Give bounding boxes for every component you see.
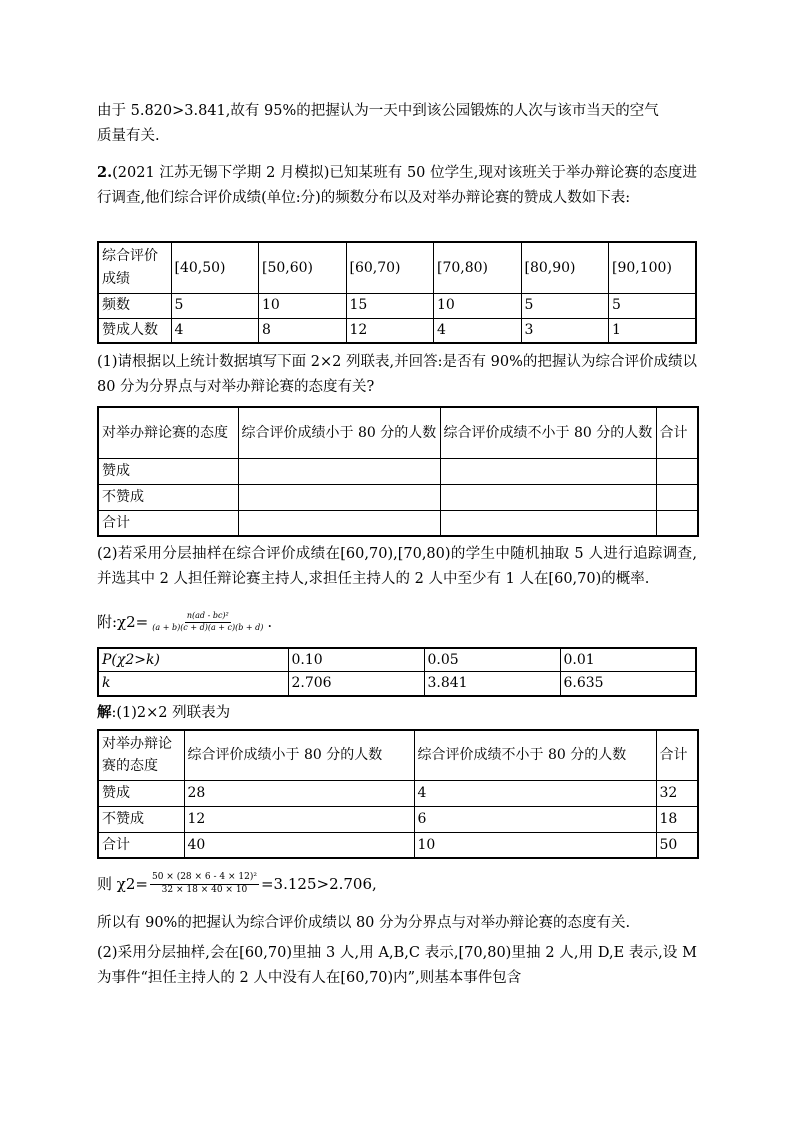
cell: 3 <box>521 318 609 343</box>
appendix-formula <box>97 604 697 640</box>
formula-suffix: . <box>267 612 273 631</box>
cell: 综合评价成绩不小于 80 分的人数 <box>414 730 656 780</box>
cell: 对举办辩论赛的态度 <box>98 730 184 780</box>
empty-cell <box>656 484 698 510</box>
formula-prefix: 附:χ2= <box>97 612 149 631</box>
solution-part-2-text: (2)采用分层抽样,会在[60,70)里抽 3 人,用 A,B,C 表示,[70,80)里抽 2 人,用 D,E 表示,设 M 为事件“担任主持人的 2 人中没有人在[60,70)内”,则基本事件包含 <box>97 945 697 987</box>
table-row <box>98 510 698 536</box>
empty-cell <box>440 458 656 484</box>
cell: 12 <box>184 806 414 832</box>
cell: 8 <box>259 318 347 343</box>
cell: 合计 <box>98 832 184 858</box>
cell: 5 <box>609 293 697 318</box>
cell: 合计 <box>98 510 238 536</box>
table-row <box>98 780 698 806</box>
table-row <box>98 293 696 318</box>
cell: 10 <box>414 832 656 858</box>
cell: 赞成 <box>98 780 184 806</box>
cell: 6.635 <box>560 672 696 696</box>
cell: [80,90) <box>521 242 609 293</box>
cell: 4 <box>434 318 522 343</box>
cell: 10 <box>259 293 347 318</box>
cell: 0.01 <box>560 648 696 672</box>
empty-cell <box>238 458 440 484</box>
empty-cell <box>238 510 440 536</box>
cell: 不赞成 <box>98 484 238 510</box>
cell: 频数 <box>98 293 171 318</box>
table-row <box>98 458 698 484</box>
problem-statement <box>97 160 697 212</box>
cell: 赞成 <box>98 458 238 484</box>
cell: 合计 <box>656 730 698 780</box>
table-row <box>98 484 698 510</box>
cell: 50 <box>656 832 698 858</box>
intro-line-1: 由于 5.820>3.841,故有 95%的把握认为一天中到该公园锻炼的人次与该市当天的空气 <box>97 103 659 119</box>
cell: 综合评价成绩小于 80 分的人数 <box>184 730 414 780</box>
chi-square-calculation <box>97 866 697 902</box>
critical-value-table <box>97 647 697 697</box>
cell: 6 <box>414 806 656 832</box>
cell: 0.10 <box>288 648 424 672</box>
problem-text: (2021 江苏无锡下学期 2 月模拟)已知某班有 50 位学生,现对该班关于举办辩论赛的态度进行调查,他们综合评价成绩(单位:分)的频数分布以及对举办辩论赛的赞成人数如下表: <box>97 165 697 207</box>
question-1 <box>97 350 697 401</box>
question-2-text: (2)若采用分层抽样在综合评价成绩在[60,70),[70,80)的学生中随机抽取 5 人进行追踪调查,并选其中 2 人担任辩论赛主持人,求担任主持人的 2 人中至少有 1 人在[60,70)的概率. <box>97 546 697 588</box>
calc-denominator: 32 × 18 × 40 × 10 <box>161 884 248 895</box>
cell: 合计 <box>656 407 698 458</box>
question-1-text: (1)请根据以上统计数据填写下面 2×2 列联表,并回答:是否有 90%的把握认为综合评价成绩以 80 分为分界点与对举办辩论赛的态度有关? <box>97 354 697 396</box>
contingency-table-header <box>98 407 698 458</box>
cell: 4 <box>414 780 656 806</box>
table-row <box>98 806 698 832</box>
cell: 2.706 <box>288 672 424 696</box>
frequency-table <box>97 241 697 344</box>
contingency-table-filled <box>97 729 697 859</box>
formula-fraction <box>150 611 265 633</box>
cell: 综合评价成绩 <box>98 242 171 293</box>
problem-number: 2. <box>97 164 113 181</box>
solution-label: 解 <box>97 704 112 721</box>
cell: 0.05 <box>424 648 560 672</box>
empty-cell <box>440 484 656 510</box>
cell: 3.841 <box>424 672 560 696</box>
calc-fraction <box>150 872 259 896</box>
table-row <box>98 672 696 696</box>
cell: 4 <box>171 318 259 343</box>
intro-line-2: 质量有关. <box>97 128 160 145</box>
cell: [50,60) <box>259 242 347 293</box>
cell: 18 <box>656 806 698 832</box>
cell: [70,80) <box>434 242 522 293</box>
cell: [40,50) <box>171 242 259 293</box>
empty-cell <box>440 510 656 536</box>
empty-cell <box>656 458 698 484</box>
table-row <box>98 648 696 672</box>
solution-intro <box>97 700 697 726</box>
cell: 综合评价成绩不小于 80 分的人数 <box>440 407 656 458</box>
cell: 不赞成 <box>98 806 184 832</box>
intro-text <box>97 99 697 150</box>
cell: k <box>98 672 288 696</box>
table-row <box>98 318 696 343</box>
cell: 10 <box>434 293 522 318</box>
formula-numerator: n(ad - bc)² <box>185 611 231 622</box>
calc-prefix: 则 χ2= <box>97 874 148 893</box>
cell: 对举办辩论赛的态度 <box>98 407 238 458</box>
cell: 12 <box>346 318 434 343</box>
solution-part-2 <box>97 941 697 992</box>
conclusion <box>97 911 697 936</box>
cell: 5 <box>521 293 609 318</box>
cell: 28 <box>184 780 414 806</box>
cell: P(χ2>k) <box>98 648 288 672</box>
cell: [60,70) <box>346 242 434 293</box>
frequency-table-header <box>98 242 696 293</box>
cell: 32 <box>656 780 698 806</box>
empty-cell <box>238 484 440 510</box>
conclusion-text: 所以有 90%的把握认为综合评价成绩以 80 分为分界点与对举办辩论赛的态度有关. <box>97 915 631 931</box>
solution-intro-text: :(1)2×2 列联表为 <box>111 705 231 721</box>
cell: 5 <box>171 293 259 318</box>
empty-cell <box>656 510 698 536</box>
table-row <box>98 832 698 858</box>
calc-numerator: 50 × (28 × 6 - 4 × 12)² <box>150 872 259 885</box>
contingency-table-blank <box>97 406 697 537</box>
calc-result: =3.125>2.706, <box>260 874 377 893</box>
cell: 赞成人数 <box>98 318 171 343</box>
cell: [90,100) <box>609 242 697 293</box>
question-2 <box>97 542 697 593</box>
contingency-table-header <box>98 730 698 780</box>
cell: 40 <box>184 832 414 858</box>
cell: 15 <box>346 293 434 318</box>
cell: 1 <box>609 318 697 343</box>
cell: 综合评价成绩小于 80 分的人数 <box>238 407 440 458</box>
formula-denominator: (a + b)(c + d)(a + c)(b + d) <box>152 622 264 632</box>
